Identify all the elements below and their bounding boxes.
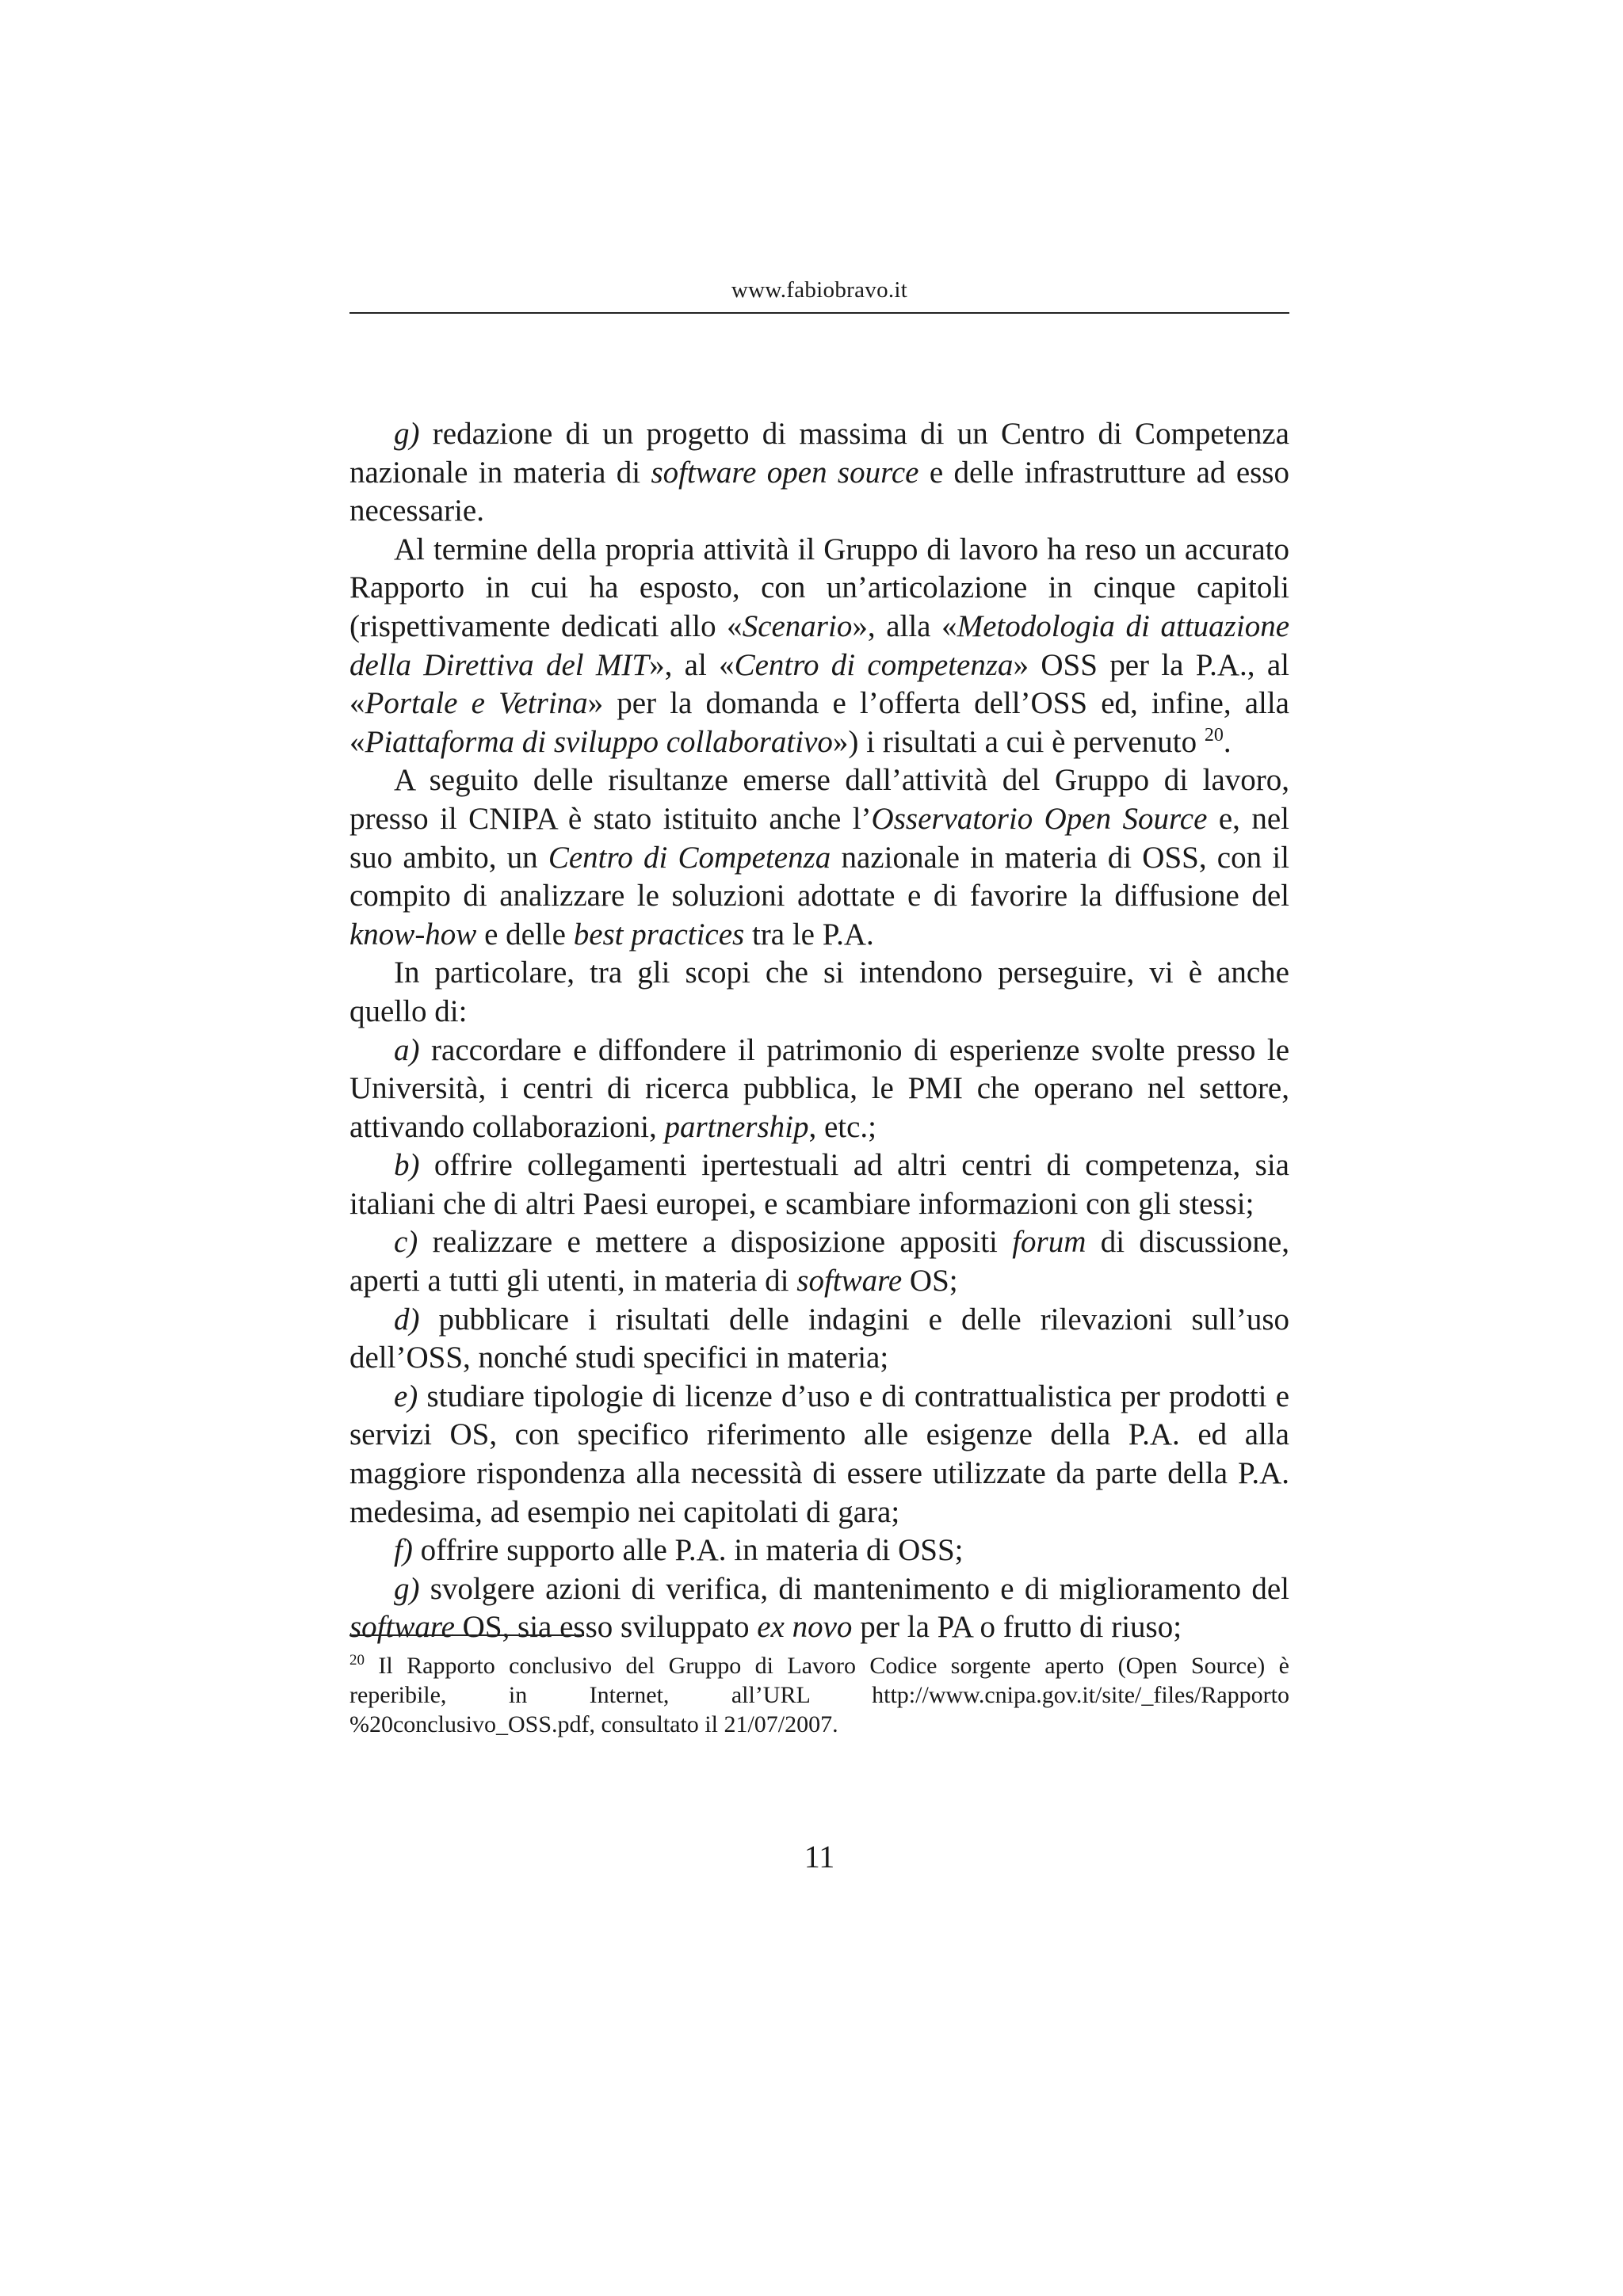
paragraph-g-project: g) redazione di un progetto di massima di un Centro di Competenza nazionale in materia di software open source e delle infrastrutture ad esso necessarie.: [349, 417, 1289, 528]
paragraph-goals-intro: In particolare, tra gli scopi che si intendono perseguire, vi è anche quello di:: [349, 955, 1289, 1028]
list-item-a: a) raccordare e diffondere il patrimonio di esperienze svolte presso le Università, i centri di ricerca pubblica, le PMI che operano nel settore, attivando collaborazioni, partnership, etc.;: [349, 1032, 1289, 1144]
list-item-g: g) svolgere azioni di verifica, di mantenimento e di miglioramento del software OS, sia esso sviluppato ex novo per la PA o frutto di riuso;: [349, 1571, 1289, 1645]
paragraph-report: Al termine della propria attività il Gruppo di lavoro ha reso un accurato Rapporto in cui ha esposto, con un’articolazione in cinque capitoli (rispettivamente dedicati allo «Scenario», alla «Metodologia di attuazione della Direttiva del MIT», al «Centro di competenza» OSS per la P.A., al «Portale e Vetrina» per la domanda e l’offerta dell’OSS ed, infine, alla «Piattaforma di sviluppo collaborativo») i risultati a cui è pervenuto $^{20}$.: [349, 532, 1289, 759]
footnote-20: [349, 1651, 1289, 1739]
list-item-c: c) realizzare e mettere a disposizione appositi forum di discussione, aperti a tutti gli utenti, in materia di software OS;: [349, 1225, 1289, 1299]
footnote: [349, 1651, 1289, 1739]
footnote-number: 20: [349, 1652, 365, 1669]
footnote-text: Il Rapporto conclusivo del Gruppo di Lavoro Codice sorgente aperto (Open Source) è reperibile, in Internet, all’URL http://www.cnipa.gov.it/site/_files/Rapporto %20conclusivo_OSS.pdf, consultato il 21/07/2007.: [349, 1653, 1289, 1737]
running-header: www.fabiobravo.it: [731, 277, 908, 303]
main-text: [349, 415, 1289, 1647]
list-item-f: f) offrire supporto alle P.A. in materia di OSS;: [394, 1533, 964, 1568]
list-item-b: b) offrire collegamenti ipertestuali ad altri centri di competenza, sia italiani che di altri Paesi europei, e scambiare informazioni con gli stessi;: [349, 1148, 1289, 1221]
list-item-e: e) studiare tipologie di licenze d’uso e di contrattualistica per prodotti e servizi OS, con specifico riferimento alle esigenze della P.A. ed alla maggiore rispondenza alla necessità di essere utilizzate da parte della P.A. medesima, ad esempio nei capitolati di gara;: [349, 1379, 1289, 1529]
footnote-divider: [349, 1634, 584, 1636]
page-number: 11: [804, 1839, 835, 1875]
paragraph-observatory: A seguito delle risultanze emerse dall’attività del Gruppo di lavoro, presso il CNIPA è stato istituito anche l’Osservatorio Open Source e, nel suo ambito, un Centro di Competenza nazionale in materia di OSS, con il compito di analizzare le soluzioni adottate e di favorire la diffusione del know-how e delle best practices tra le P.A.: [349, 763, 1289, 952]
footnote-reference: 20: [1204, 724, 1224, 746]
header-divider: [349, 312, 1289, 314]
list-item-d: d) pubblicare i risultati delle indagini e delle rilevazioni sull’uso dell’OSS, nonché studi specifici in materia;: [349, 1302, 1289, 1375]
page-content: [349, 0, 1289, 2296]
